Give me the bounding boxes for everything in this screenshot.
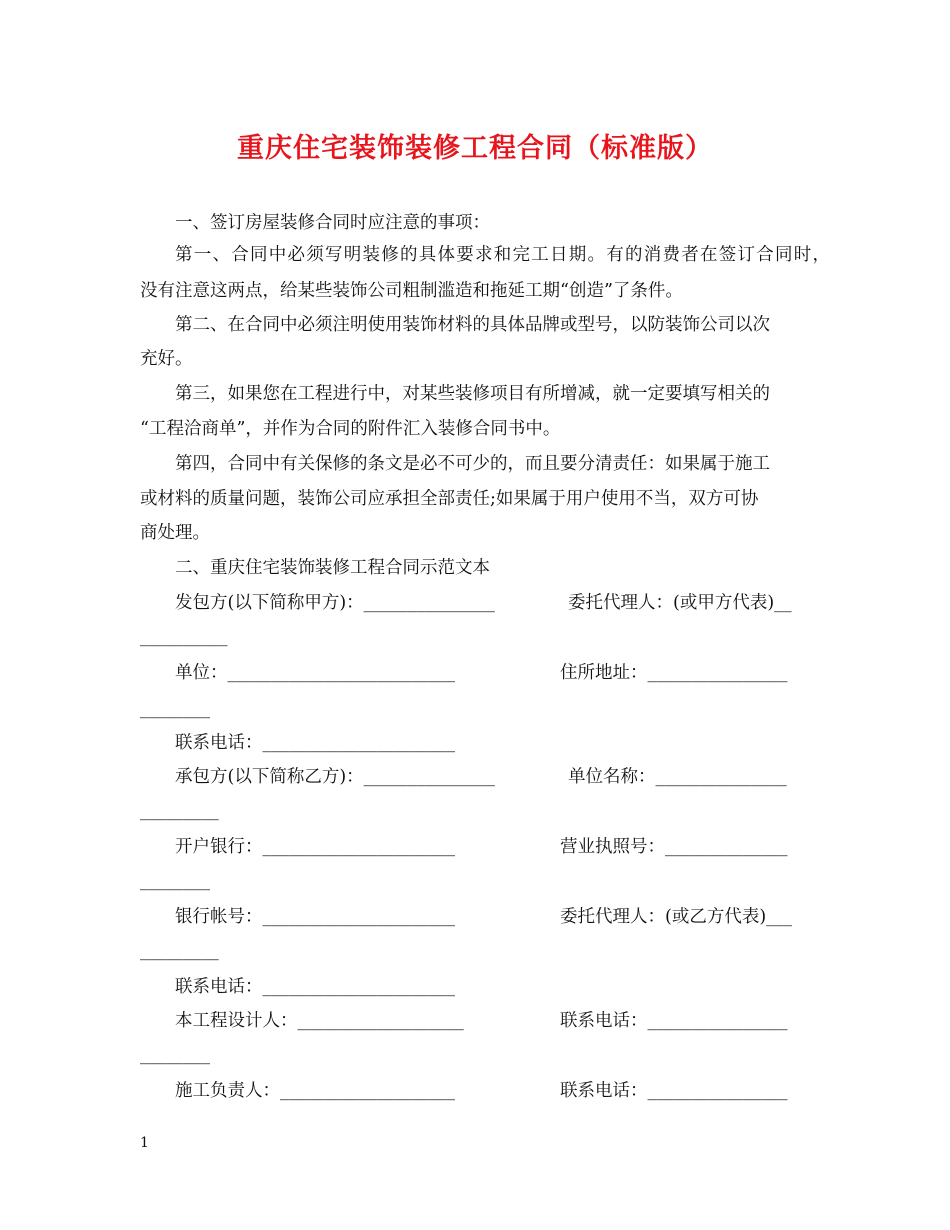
construction-lead-phone-field: 联系电话：________________ xyxy=(560,1081,788,1101)
client-agent-field-continuation: __________ xyxy=(140,627,228,647)
client-address-field-continuation: ________ xyxy=(140,699,210,719)
client-address-field: 住所地址：________________ xyxy=(560,663,788,683)
client-agent-field: 委托代理人：(或甲方代表)__ xyxy=(568,593,792,613)
contractor-name-field: 承包方(以下简称乙方)：_______________ xyxy=(175,767,495,787)
business-license-field: 营业执照号：______________ xyxy=(560,837,788,857)
designer-field: 本工程设计人：___________________ xyxy=(175,1011,464,1031)
note-3-line-1: 第三，如果您在工程进行中，对某些装修项目有所增减，就一定要填写相关的 xyxy=(175,384,770,404)
client-phone-field: 联系电话：______________________ xyxy=(175,733,455,753)
client-name-field: 发包方(以下简称甲方)：_______________ xyxy=(175,593,495,613)
note-2-line-1: 第二、在合同中必须注明使用装饰材料的具体品牌或型号，以防装饰公司以次 xyxy=(175,315,770,335)
notes-heading: 一、签订房屋装修合同时应注意的事项： xyxy=(175,213,490,233)
note-2-line-2: 充好。 xyxy=(140,349,193,369)
page-number: 1 xyxy=(140,1135,149,1151)
contractor-unit-name-field: 单位名称：_______________ xyxy=(568,767,787,787)
note-4-line-2: 或材料的质量问题，装饰公司应承担全部责任;如果属于用户使用不当，双方可协 xyxy=(140,489,759,509)
contractor-agent-field: 委托代理人：(或乙方代表)___ xyxy=(560,907,793,927)
note-3-line-2: “工程洽商单”，并作为合同的附件汇入装修合同书中。 xyxy=(140,419,561,439)
contractor-bank-field: 开户银行：______________________ xyxy=(175,837,455,857)
note-1-line-2: 没有注意这两点，给某些装饰公司粗制滥造和拖延工期“创造”了条件。 xyxy=(140,281,683,301)
note-4-line-3: 商处理。 xyxy=(140,523,210,543)
designer-phone-field: 联系电话：________________ xyxy=(560,1011,788,1031)
contractor-phone-field: 联系电话：______________________ xyxy=(175,977,455,997)
note-4-line-1: 第四，合同中有关保修的条文是必不可少的，而且要分清责任：如果属于施工 xyxy=(175,454,770,474)
construction-lead-field: 施工负责人：____________________ xyxy=(175,1081,455,1101)
bank-account-field: 银行帐号：______________________ xyxy=(175,907,455,927)
business-license-continuation: ________ xyxy=(140,871,210,891)
contractor-unit-name-continuation: _________ xyxy=(140,801,219,821)
designer-phone-continuation: ________ xyxy=(140,1045,210,1065)
contractor-agent-continuation: _________ xyxy=(140,941,219,961)
sample-heading: 二、重庆住宅装饰装修工程合同示范文本 xyxy=(175,558,490,578)
note-1-line-1: 第一、合同中必须写明装修的具体要求和完工日期。有的消费者在签订合同时， xyxy=(175,245,830,265)
client-unit-field: 单位：__________________________ xyxy=(175,663,455,683)
document-title: 重庆住宅装饰装修工程合同（标准版） xyxy=(237,133,713,164)
